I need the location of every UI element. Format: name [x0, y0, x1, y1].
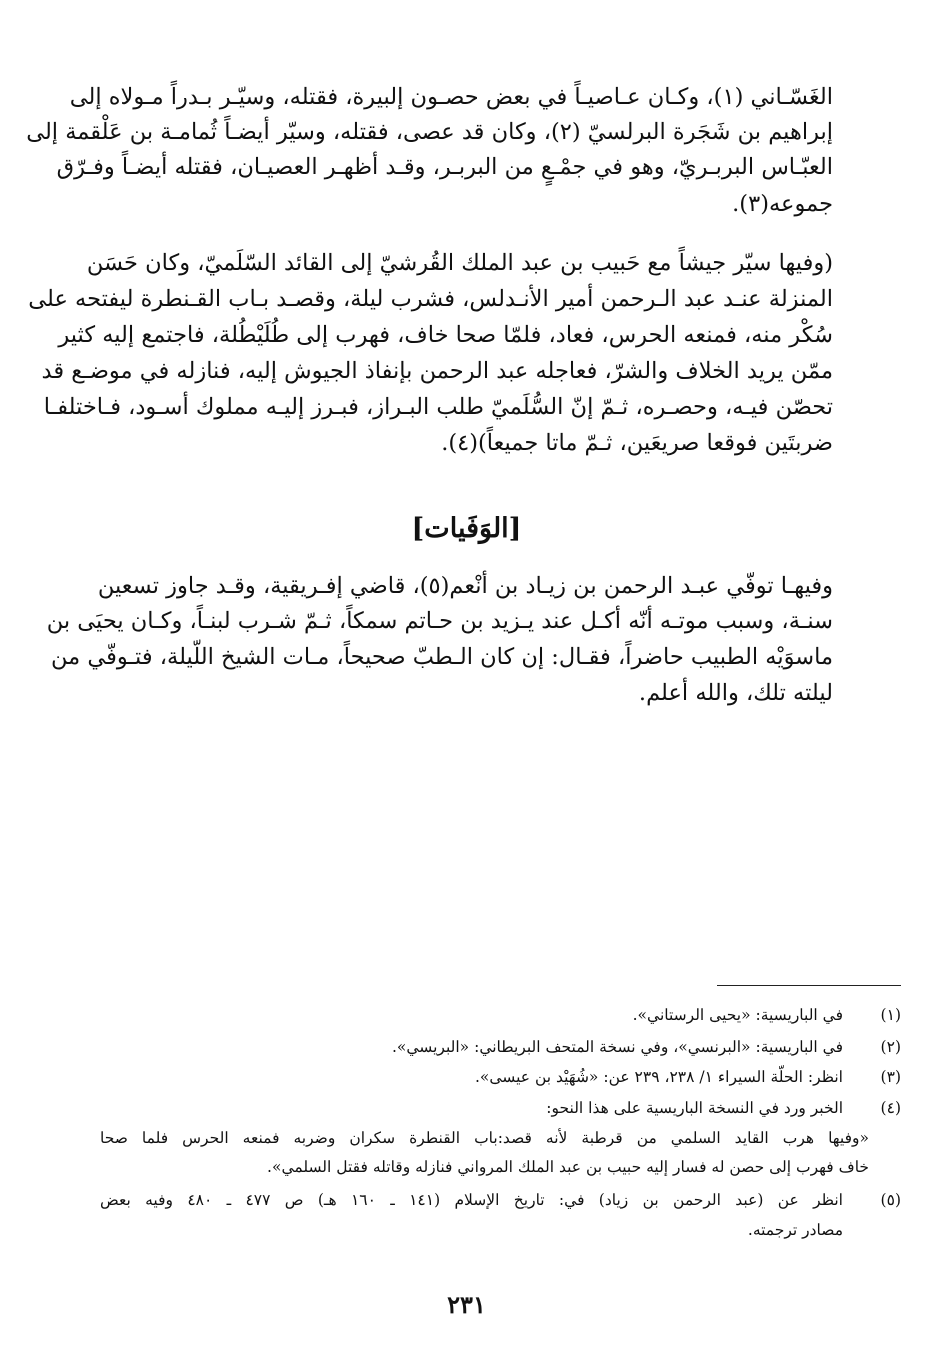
body-text-line: ماسوَيْه الطبيب حاضراً، فقـال: إن كان الـطبّ صحيحاً، مـات الشيخ اللّيلة، فتـوفّي من	[51, 644, 833, 670]
page-number: ٢٣١	[447, 1290, 486, 1319]
footnote-text: مصادر ترجمته.	[747, 1221, 843, 1239]
footnote-text: خاف فهرب إلى حصن له فسار إليه حبيب بن عبد الملك المرواني فنازله وقاتله فقتل السلمي».	[267, 1158, 869, 1176]
section-heading: [الوَفَيات]	[411, 513, 522, 544]
body-text-line: الغَسّـاني (١)، وكـان عـاصيـاً في بعض حصـون إلبيرة، فقتله، وسيّـر بـدراً مـولاه إلى	[69, 84, 833, 110]
body-text-line: المنزلة عنـد عبد الـرحمن أمير الأنـدلس، فشرب ليلة، وقصـد بـاب القـنطرة ليفتحه على	[28, 286, 833, 312]
footnote-continuation	[100, 1127, 901, 1149]
footnote-number: (٤)	[880, 1099, 901, 1117]
footnote-number: (٢)	[880, 1038, 901, 1056]
body-text-line: ممّن يريد الخلاف والشرّ، فعاجله عبد الرحمن بإنفاذ الجيوش إليه، فنازله في موضـع قد	[41, 358, 833, 384]
body-text-line: تحصّن فيـه، وحصـره، ثـمّ إنّ السُّلَميّ طلب البـراز، فبـرز إليـه مملوك أسـود، فـاختلفـا	[43, 394, 833, 420]
footnote-text: في الباريسية: «يحيى الرستاني».	[632, 1006, 843, 1024]
body-text-line: ليلته تلك، والله أعلم.	[638, 680, 833, 706]
footnote	[100, 1097, 901, 1119]
footnote-continuation	[100, 1219, 901, 1241]
body-text-line: سنـة، وسبب موتـه أنّه أكـل عند يـزيد بن حـاتم سمكاً، ثـمّ شـرب لبنـاً، وكـان يحيَى بن	[46, 608, 833, 634]
footnote-text: انظر عن (عبد الرحمن بن زياد) في: تاريخ الإسلام (١٤١ ـ ١٦٠ هـ) ص ٤٧٧ ـ ٤٨٠ وفيه بعض	[100, 1191, 843, 1209]
body-text-line: إبراهيم بن شَجَرة البرلسيّ (٢)، وكان قد عصى، فقتله، وسيّر أيضـاً ثُمامـة بن عَلْقمة إلى	[26, 119, 833, 145]
footnote-text: الخبر ورد في النسخة الباريسية على هذا النحو:	[546, 1099, 843, 1117]
footnote-number: (٥)	[880, 1191, 901, 1209]
body-text-line: وفيهـا توفّي عبـد الرحمن بن زيـاد بن أنْعم(٥)، قاضي إفـريقية، وقـد جاوز تسعين	[97, 573, 833, 599]
footnote-text: انظر: الحلّة السيراء ١/ ٢٣٨، ٢٣٩ عن: «شُهَيْد بن عيسى».	[474, 1068, 843, 1086]
footnote	[100, 1036, 901, 1058]
footnote	[100, 1189, 901, 1211]
footnote-separator	[717, 985, 901, 986]
footnote	[100, 1004, 901, 1026]
body-text-line: سُكْر منه، فمنعه الحرس، فعاد، فلمّا صحا خاف، فهرب إلى طُلَيْطُلة، فاجتمع إليه كثير	[58, 322, 833, 348]
body-text-line: العبّـاس البربـريّ، وهو في جمْـعٍ من البربـر، وقـد أظهـر العصيـان، فقتله أيضـاً وفـرّق	[56, 154, 833, 180]
footnote-text: «وفيها هرب القايد السلمي من قرطبة لأنه قصد:باب القنطرة سكران وضربه فمنعه الحرس فلما صحا	[100, 1129, 869, 1147]
body-text-line: (وفيها سيّر جيشاً مع حَبيب بن عبد الملك القُرشيّ إلى القائد السّلَميّ، وكان حَسَن	[86, 250, 833, 276]
footnote	[100, 1066, 901, 1088]
body-text-line: جموعه(٣).	[732, 191, 833, 217]
footnote-text: في الباريسية: «البرنسي»، وفي نسخة المتحف البريطاني: «البريسي».	[391, 1038, 843, 1056]
footnote-number: (٣)	[880, 1068, 901, 1086]
footnote-continuation	[100, 1156, 901, 1178]
body-text-line: ضربتَين فوقعا صريعَين، ثـمّ ماتا جميعاً)(٤).	[441, 430, 833, 456]
footnote-number: (١)	[880, 1006, 901, 1024]
